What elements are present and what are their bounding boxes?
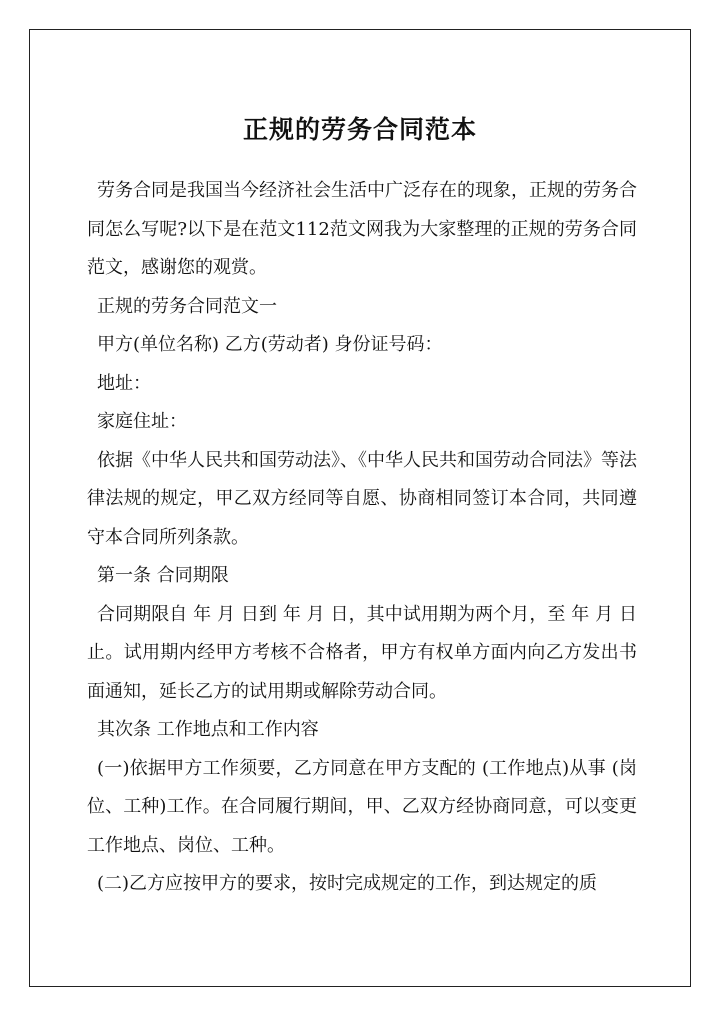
legal-basis-paragraph: 依据《中华人民共和国劳动法》、《中华人民共和国劳动合同法》等法律法规的规定，甲乙双方经同等自愿、协商相同签订本合同，共同遵守本合同所列条款。 (87, 449, 637, 548)
section-heading: 正规的劳务合同范文一 (97, 295, 277, 317)
article-2-heading: 其次条 工作地点和工作内容 (97, 719, 319, 740)
document-title: 正规的劳务合同范本 (242, 115, 477, 144)
article-1-paragraph: 合同期限自 年 月 日到 年 月 日，其中试用期为两个月，至 年 月 日止。试用期内经甲方考核不合格者，甲方有权单方面内向乙方发出书面通知，延长乙方的试用期或解除劳动合同。 (87, 603, 637, 702)
party-line: 甲方(单位名称) 乙方(劳动者) 身份证号码： (97, 334, 443, 355)
article-1-heading: 第一条 合同期限 (97, 565, 229, 586)
address-line: 地址： (97, 372, 151, 394)
document-body (87, 172, 637, 904)
intro-paragraph: 劳务合同是我国当今经济社会生活中广泛存在的现象，正规的劳务合同怎么写呢?以下是在范文112范文网我为大家整理的正规的劳务合同范文，感谢您的观赏。 (87, 180, 637, 278)
article-2-clause-1: (一)依据甲方工作须要，乙方同意在甲方支配的 (工作地点)从事 (岗位、工种)工作。在合同履行期间，甲、乙双方经协商同意，可以变更工作地点、岗位、工种。 (87, 757, 637, 856)
home-address-line: 家庭住址： (97, 411, 187, 432)
article-2-clause-2: (二)乙方应按甲方的要求，按时完成规定的工作，到达规定的质 (97, 873, 598, 894)
